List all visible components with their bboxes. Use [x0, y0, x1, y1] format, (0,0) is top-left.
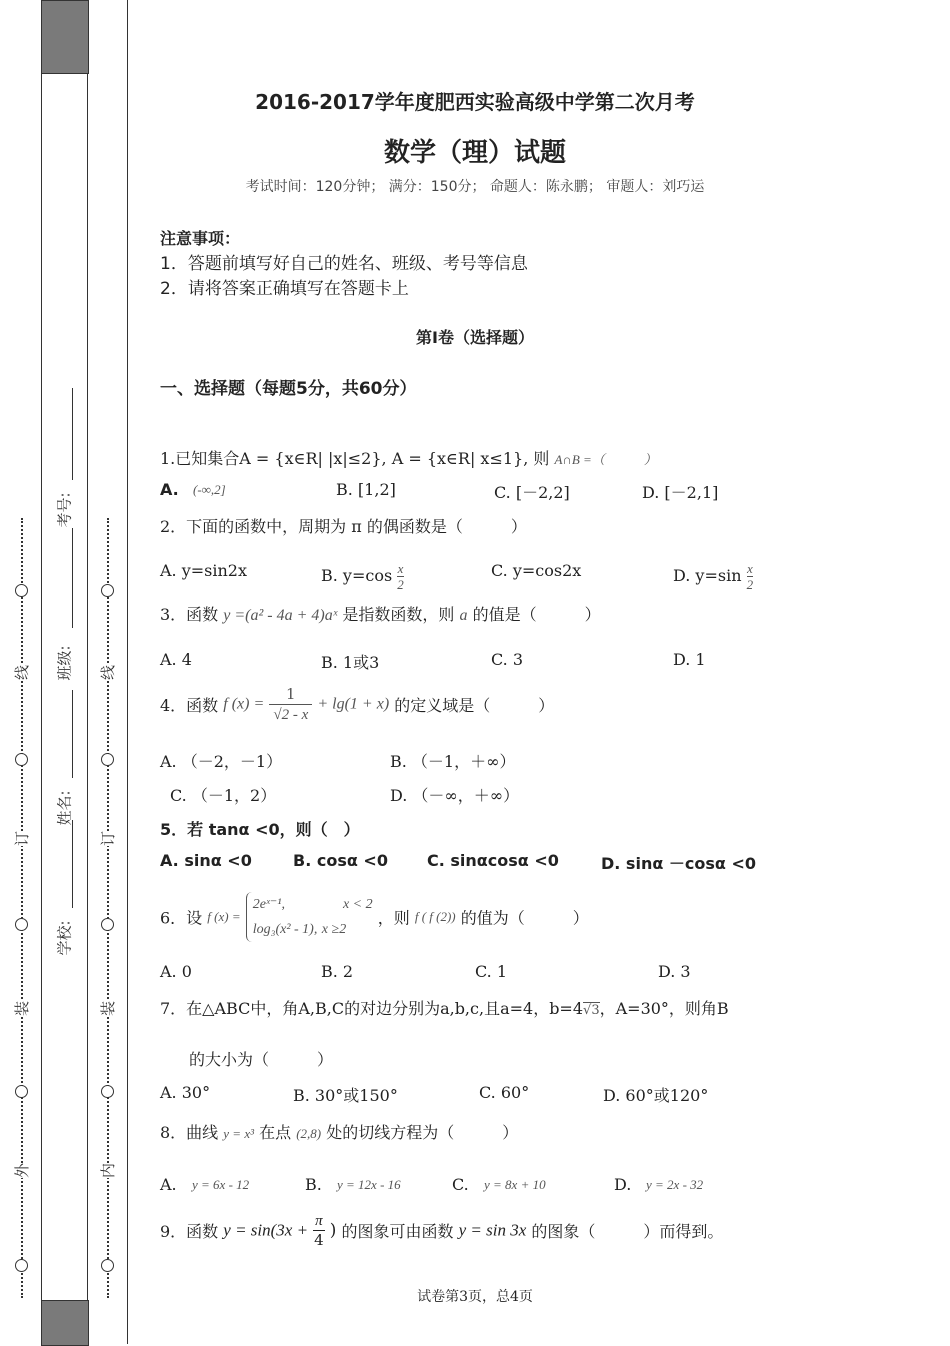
question-8: 8．曲线 y = x³ 在点 (2,8) 处的切线方程为（ ）	[160, 1123, 519, 1142]
margin-gray-band-top	[41, 0, 89, 74]
binding-circle	[15, 1085, 28, 1098]
page-footer: 试卷第3页，总4页	[417, 1289, 533, 1305]
question-4: 4．函数 f (x) = $\frac{1}{√2 - x}$ + lg(1 + x) 的定义域是（ ）	[160, 685, 555, 723]
option-c[interactable]: C. y=cos2x	[491, 561, 582, 580]
question-formula: y =(a² - 4a + 4)aˣ	[223, 607, 338, 624]
option-d[interactable]: D. 3	[658, 962, 691, 981]
option-a[interactable]: A.	[160, 1175, 177, 1194]
option-b[interactable]: B. y=cos $\frac{x}{2}$	[321, 561, 404, 592]
option-d[interactable]: D. [－2,1]	[642, 483, 719, 502]
option-b[interactable]: B. 2	[321, 962, 354, 981]
option-d[interactable]: D. y=sin $\frac{x}{2}$	[673, 561, 754, 592]
option-a[interactable]: A. 4	[160, 650, 192, 669]
binding-circle	[101, 1259, 114, 1272]
margin-label-inner: 订	[99, 830, 118, 847]
question-stem: 1.已知集合A = {x∈R| |x|≤2}, A = {x∈R| x≤1}, 则	[160, 449, 550, 468]
margin-label-outer: 线	[13, 664, 32, 681]
question-5: 5．若 tanα <0，则（ ）	[160, 820, 360, 839]
margin-label-outer: 外	[13, 1162, 32, 1179]
volume-title: 第I卷（选择题）	[416, 328, 534, 347]
option-c[interactable]: C. [－2,2]	[494, 483, 570, 502]
option-d[interactable]: D. 60°或120°	[603, 1086, 709, 1105]
class-field-label: 班级:	[55, 645, 74, 681]
margin-label-inner: 装	[99, 1000, 118, 1017]
margin-label-outer: 订	[13, 830, 32, 847]
margin-label-inner: 线	[99, 664, 118, 681]
option-d[interactable]: D. （－∞，＋∞）	[390, 786, 520, 805]
exam-title: 2016-2017学年度肥西实验高级中学第二次月考	[255, 90, 695, 114]
option-a[interactable]: A. （－2，－1）	[160, 752, 283, 771]
option-c[interactable]: C. 3	[491, 650, 524, 669]
binding-circle	[101, 584, 114, 597]
option-b[interactable]: B. （－1，＋∞）	[390, 752, 516, 771]
subject-title: 数学（理）试题	[383, 138, 566, 168]
option-a[interactable]: A. sinα <0	[160, 851, 252, 870]
notice-item: 1．答题前填写好自己的姓名、班级、考号等信息	[160, 254, 528, 274]
exam-number-field-label: 考号:	[55, 492, 74, 528]
margin-label-outer: 装	[13, 1000, 32, 1017]
option-b[interactable]: B.	[305, 1175, 322, 1194]
option-a[interactable]: A. 0	[160, 962, 192, 981]
option-c[interactable]: C. （－1，2）	[170, 786, 277, 805]
question-2: 2．下面的函数中，周期为 π 的偶函数是（ ）	[160, 517, 527, 536]
question-6: 6．设 f (x) = 2eˣ⁻¹, x < 2 log₃(x² - 1), x ≥2 ，则 f ( f (2)) 的值为（ ）	[160, 892, 589, 942]
option-a[interactable]: A. y=sin2x	[160, 561, 248, 580]
exam-info-line: 考试时间：120分钟； 满分：150分； 命题人：陈永鹏； 审题人：刘巧运	[245, 179, 705, 195]
notice-heading: 注意事项：	[160, 229, 241, 248]
question-9: 9．函数 y = sin(3x + $\frac{\pi}{4}$ ) 的图象可由函数 y = sin 3x 的图象（ ）而得到。	[160, 1213, 724, 1249]
question-3: 3．函数 y =(a² - 4a + 4)aˣ 是指数函数，则 a 的值是（ ）	[160, 605, 601, 624]
option-d-value[interactable]: y = 2x - 32	[646, 1177, 704, 1192]
binding-circle	[15, 753, 28, 766]
option-a[interactable]: A.	[160, 480, 179, 499]
option-b[interactable]: B. 30°或150°	[293, 1086, 398, 1105]
margin-gray-band-bottom	[41, 1300, 89, 1346]
option-c[interactable]: C. 60°	[479, 1083, 530, 1102]
section-title: 一、选择题（每题5分，共60分）	[160, 379, 417, 399]
option-c[interactable]: C.	[452, 1175, 469, 1194]
binding-circle	[15, 918, 28, 931]
name-field-label: 姓名:	[55, 790, 74, 826]
question-7-line-2: 的大小为（ ）	[189, 1050, 334, 1069]
binding-circle	[101, 1085, 114, 1098]
option-a-value[interactable]: (-∞,2]	[193, 482, 226, 497]
option-d[interactable]: D.	[614, 1175, 632, 1194]
option-d[interactable]: D. sinα －cosα <0	[601, 854, 756, 873]
option-c-value[interactable]: y = 8x + 10	[484, 1177, 546, 1192]
margin-label-inner: 内	[99, 1162, 118, 1179]
option-c[interactable]: C. sinαcosα <0	[427, 851, 559, 870]
option-b[interactable]: B. 1或3	[321, 653, 380, 672]
notice-item: 2．请将答案正确填写在答题卡上	[160, 279, 409, 299]
class-field-line[interactable]	[72, 528, 73, 628]
option-c[interactable]: C. 1	[475, 962, 508, 981]
name-field-line[interactable]	[72, 690, 73, 778]
question-1	[160, 446, 657, 469]
binding-circle	[101, 918, 114, 931]
school-field-line[interactable]	[72, 820, 73, 908]
option-a-value[interactable]: y = 6x - 12	[192, 1177, 250, 1192]
school-field-label: 学校:	[55, 920, 74, 956]
option-b-value[interactable]: y = 12x - 16	[337, 1177, 401, 1192]
question-stem-math: A∩B =（ ）	[554, 452, 657, 467]
option-a[interactable]: A. 30°	[160, 1083, 211, 1102]
option-b[interactable]: B. [1,2]	[336, 480, 396, 499]
option-b[interactable]: B. cosα <0	[293, 851, 388, 870]
question-7: 7．在△ABC中，角A,B,C的对边分别为a,b,c,且a=4，b=4√3，A=30°，则角B	[160, 999, 729, 1018]
option-d[interactable]: D. 1	[673, 650, 706, 669]
exam-number-field-line[interactable]	[72, 388, 73, 480]
binding-circle	[101, 753, 114, 766]
binding-circle	[15, 1259, 28, 1272]
binding-circle	[15, 584, 28, 597]
